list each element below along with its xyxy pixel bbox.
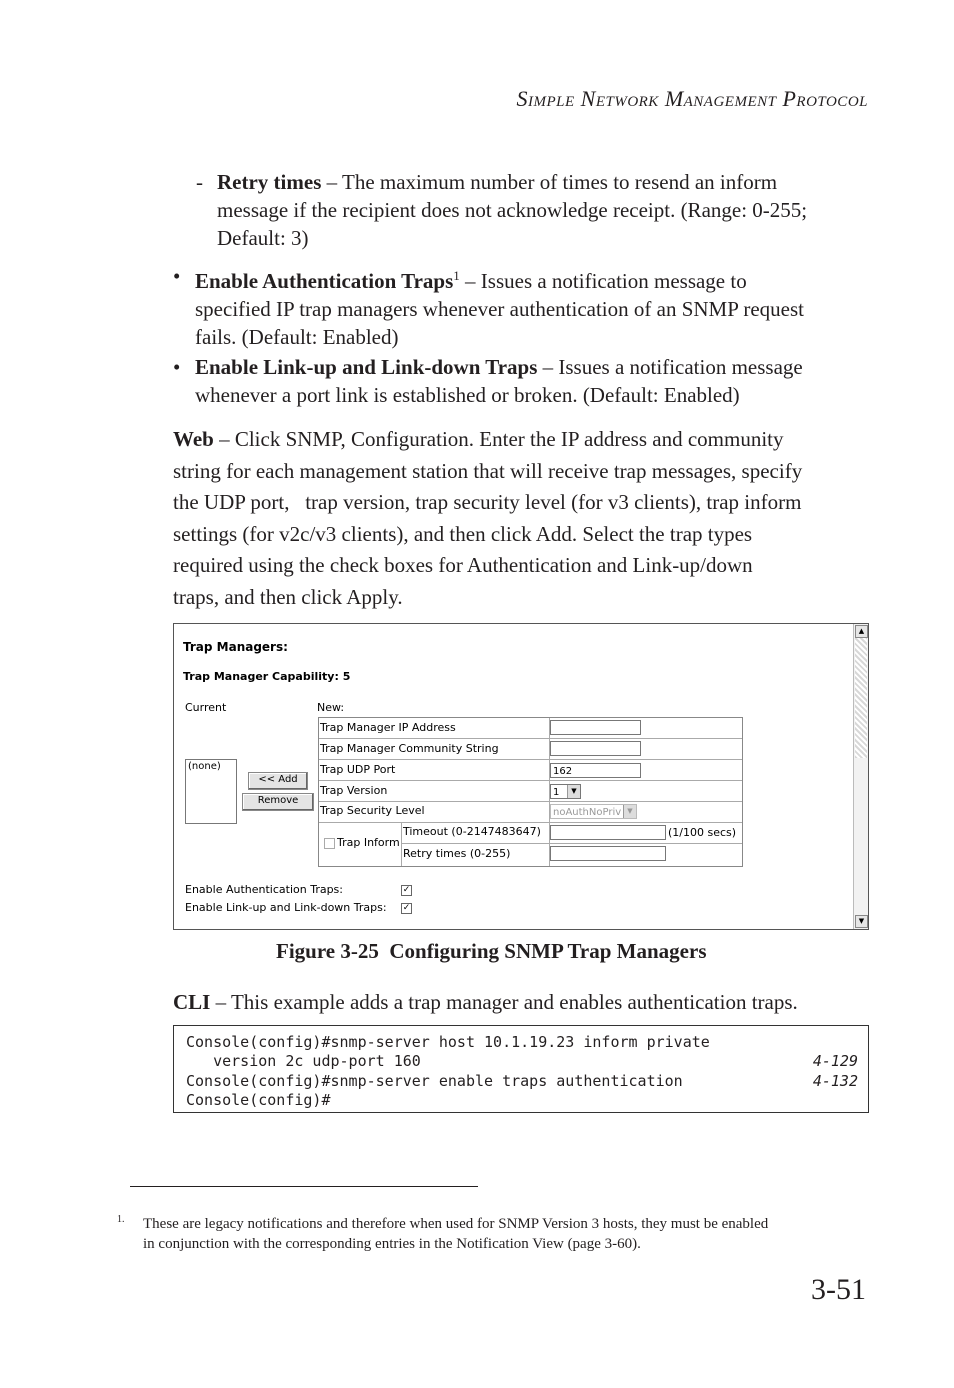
dash-marker: - bbox=[196, 170, 203, 194]
version-value: 1 bbox=[553, 787, 560, 798]
scroll-up-icon[interactable]: ▲ bbox=[855, 625, 868, 638]
trap-managers-title: Trap Managers: bbox=[183, 640, 288, 654]
new-label: New: bbox=[317, 701, 345, 714]
timeout-input[interactable] bbox=[550, 825, 666, 840]
bullet-marker: • bbox=[173, 355, 181, 379]
retry-desc-1: – The maximum number of times to resend an inform bbox=[321, 170, 778, 194]
footnote-divider bbox=[130, 1186, 478, 1187]
cli-text: – This example adds a trap manager and enables authentication traps. bbox=[210, 990, 798, 1014]
add-button[interactable]: << Add bbox=[248, 772, 308, 790]
version-select[interactable] bbox=[550, 784, 581, 799]
security-level-label: Trap Security Level bbox=[320, 804, 425, 817]
trap-capability-label: Trap Manager Capability: 5 bbox=[183, 670, 351, 683]
chevron-down-icon: ▼ bbox=[567, 785, 580, 798]
auth-traps-desc-3: fails. (Default: Enabled) bbox=[195, 325, 399, 349]
version-label: Trap Version bbox=[320, 784, 388, 797]
link-traps-term: Enable Link-up and Link-down Traps bbox=[195, 355, 538, 379]
current-label: Current bbox=[185, 701, 227, 714]
web-paragraph bbox=[173, 424, 873, 613]
bullet-auth-traps bbox=[173, 262, 873, 351]
scroll-track bbox=[855, 638, 867, 758]
code-line: Console(config)# bbox=[186, 1090, 331, 1109]
page-number: 3-51 bbox=[811, 1273, 866, 1306]
link-traps-checkbox[interactable]: ✓ bbox=[402, 903, 411, 913]
code-line: Console(config)#snmp-server enable traps authentication 4-132 bbox=[186, 1071, 858, 1090]
web-term: Web bbox=[173, 427, 214, 451]
bullet-marker: • bbox=[173, 264, 181, 288]
running-header: Simple Network Management Protocol bbox=[516, 86, 868, 111]
vertical-scrollbar[interactable] bbox=[853, 624, 868, 929]
remove-button[interactable]: Remove bbox=[242, 793, 314, 811]
security-level-value: noAuthNoPriv bbox=[553, 807, 622, 818]
retry-times-item bbox=[196, 168, 876, 252]
chevron-down-icon: ▼ bbox=[623, 805, 636, 818]
cli-term: CLI bbox=[173, 990, 211, 1014]
code-ref: 4-132 bbox=[812, 1071, 858, 1090]
trap-managers-screenshot bbox=[173, 623, 869, 930]
footnote-line-1: These are legacy notifications and therefore when used for SNMP Version 3 hosts, they must be enabled bbox=[143, 1216, 769, 1232]
footnote-line-2: in conjunction with the corresponding entries in the Notification View (page 3-60). bbox=[143, 1236, 641, 1252]
scroll-down-icon[interactable]: ▼ bbox=[855, 915, 868, 928]
ip-address-input[interactable] bbox=[550, 720, 641, 735]
retry-input[interactable] bbox=[550, 846, 666, 861]
retry-term: Retry times bbox=[217, 170, 322, 194]
web-line-2: string for each management station that will receive trap messages, specify bbox=[173, 458, 803, 483]
link-traps-desc-2: whenever a port link is established or broken. (Default: Enabled) bbox=[195, 383, 740, 407]
footnote-ref: 1 bbox=[453, 268, 460, 283]
security-level-select[interactable] bbox=[550, 804, 637, 819]
web-line-5: required using the check boxes for Authentication and Link-up/down bbox=[173, 553, 753, 577]
community-input[interactable] bbox=[550, 741, 641, 756]
footnote bbox=[117, 1214, 837, 1254]
web-line-3: the UDP port, trap version, trap security level (for v3 clients), trap inform bbox=[173, 490, 802, 514]
auth-traps-desc-2: specified IP trap managers whenever authentication of an SNMP request bbox=[195, 297, 804, 321]
link-traps-label: Enable Link-up and Link-down Traps: bbox=[185, 901, 387, 914]
timeout-label: Timeout (0-2147483647) bbox=[403, 825, 541, 838]
cli-paragraph bbox=[173, 987, 883, 1019]
trap-inform-checkbox[interactable] bbox=[324, 838, 335, 849]
udp-port-input[interactable]: 162 bbox=[550, 763, 641, 778]
timeout-units: (1/100 secs) bbox=[668, 826, 737, 839]
footnote-mark: 1. bbox=[117, 1214, 125, 1225]
web-line-4: settings (for v2c/v3 clients), and then click Add. Select the trap types bbox=[173, 521, 753, 546]
auth-traps-desc-1: – Issues a notification message to bbox=[459, 269, 747, 293]
auth-traps-term: Enable Authentication Traps bbox=[195, 269, 454, 293]
community-label: Trap Manager Community String bbox=[320, 742, 499, 755]
link-traps-desc-1: – Issues a notification message bbox=[537, 355, 803, 379]
code-line: Console(config)#snmp-server host 10.1.19.23 inform private bbox=[186, 1033, 710, 1051]
cli-code-block bbox=[173, 1025, 869, 1113]
retry-desc-3: Default: 3) bbox=[217, 226, 309, 250]
retry-desc-2: message if the recipient does not acknowledge receipt. (Range: 0-255; bbox=[217, 198, 808, 222]
current-list-item: (none) bbox=[188, 761, 221, 772]
web-line-1: – Click SNMP, Configuration. Enter the IP address and community bbox=[213, 427, 784, 451]
code-ref: 4-129 bbox=[812, 1052, 858, 1071]
figure-caption: Figure 3-25 Configuring SNMP Trap Managers bbox=[276, 939, 707, 963]
udp-port-label: Trap UDP Port bbox=[320, 763, 396, 776]
bullet-link-traps bbox=[173, 353, 873, 409]
trap-inform-label: Trap Inform bbox=[337, 836, 400, 849]
web-line-6: traps, and then click Apply. bbox=[173, 584, 403, 609]
auth-traps-checkbox[interactable]: ✓ bbox=[402, 885, 411, 895]
ip-address-label: Trap Manager IP Address bbox=[320, 721, 456, 734]
retry-label: Retry times (0-255) bbox=[403, 847, 511, 860]
auth-traps-label: Enable Authentication Traps: bbox=[185, 883, 343, 896]
current-managers-list[interactable] bbox=[185, 759, 237, 824]
code-line: version 2c udp-port 160 4-129 bbox=[186, 1052, 858, 1071]
